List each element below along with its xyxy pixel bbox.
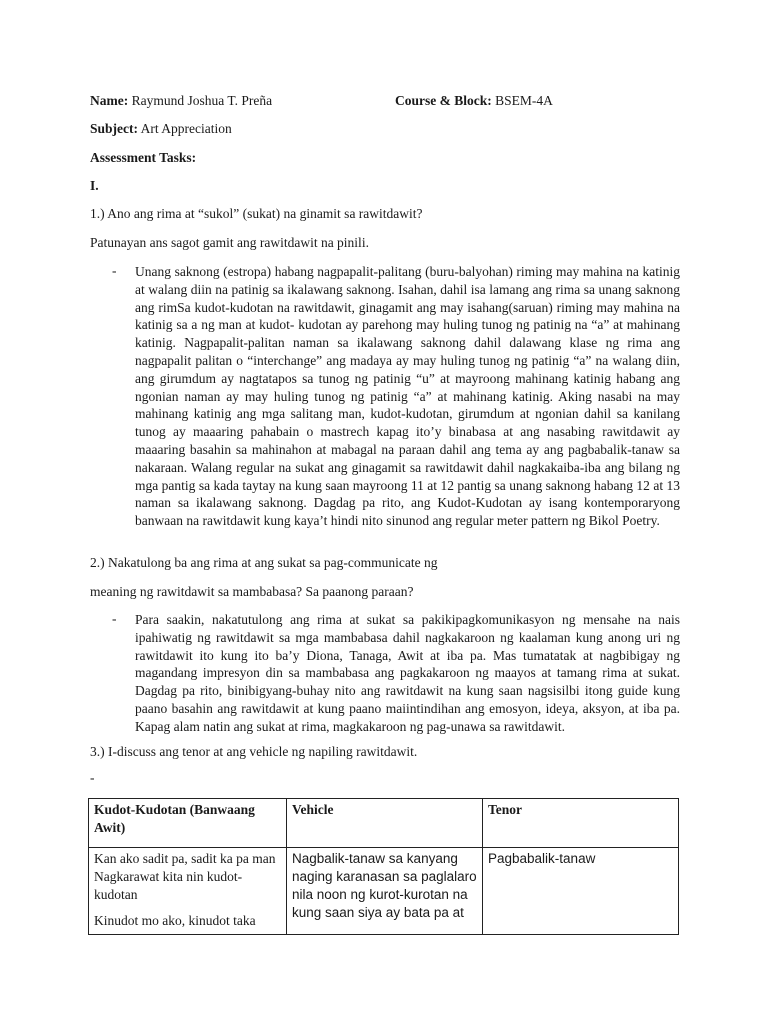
table-cell-tenor: Pagbabalik-tanaw [483,848,679,935]
answer-1-text: Unang saknong (estropa) habang nagpapalit-palitang (buru-balyohan) riming may mahina na katinig at walang diin na patinig sa ikalawang saknong. Isahan, dahil isa lamang ang rima sa unang saknong ang rimSa kudot-kudotan na rawitdawit, ginagamit ang may isahang(saruan) riming may mahina na katinig sa a ng man at kudot- kudotan ay parehong may huling tunog ng patinig na “a” at mahinang katinig. Nagpapalit-palitan naman sa ikalawang saknong dahil dalawang klase ng rima ang nagpapalit palitan o “interchange” ang madaya ay may huling tunog ng patinig “a” na walang diin, ang girumdum ay nagtatapos sa tunog ng patinig “u” at mayroong mahinang katinig habang ang ngonian naman ay may huling tunog ng patinig “a” at mahinang katinig. Aking nasabi na may mahinang katinig ang mga salitang man, kudot-kudotan, girumdum at ngonian dahil sa kanilang tunog ay maaaring pahabain o mastrech kapag ito’y binabasa at ang nasabing rawitdawit ay maaaring basahin sa mahinahon at mabagal na paraan dahil ang tema ay ang pagbabalik-tanaw sa nakaraan. Walang regular na sukat ang ginagamit sa rawitdawit dahil nagkakaiba-iba ang bilang ng mga pantig sa kada taytay na kung saan mayroong 11 at 12 pantig sa unang saknong habang 12 at 13 naman sa ikalawang saknong. Dagdag pa rito, ang Kudot-Kudotan ay isang kontemporaryong banwaan na rawitdawit kung kaya’t hindi nito sinunod ang regular meter pattern ng Bikol Poetry. [135,264,680,529]
table-header-vehicle: Vehicle [287,799,483,848]
table-header-tenor: Tenor [483,799,679,848]
table-header-row [89,799,679,848]
question-3-dash: - [90,770,95,785]
name-course-row [90,92,690,110]
subject-label: Subject: [90,121,138,136]
name-value: Raymund Joshua T. Preña [128,93,273,108]
bullet-dash: - [112,611,117,626]
course-block [395,92,553,110]
question-1-instruction: Patunayan ans sagot gamit ang rawitdawit na pinili. [90,235,369,250]
question-1: 1.) Ano ang rima at “sukol” (sukat) na ginamit sa rawitdawit? [90,206,423,221]
poem-lines-1: Kan ako sadit pa, sadit ka pa man Nagkarawat kita nin kudot-kudotan [94,851,276,902]
bullet-dash: - [112,263,117,278]
answer-1-block [90,263,680,548]
course-label: Course & Block: [395,93,492,108]
poem-lines-2: Kinudot mo ako, kinudot taka [94,913,256,928]
tenor-vehicle-table [88,798,679,935]
table-header-poem: Kudot-Kudotan (Banwaang Awit) [89,799,287,848]
question-2-line-1: 2.) Nakatulong ba ang rima at ang sukat sa pag-communicate ng [90,555,438,570]
answer-2-block [90,611,680,737]
table-row [89,848,679,935]
answer-2-text: Para saakin, nakatutulong ang rima at sukat sa pakikipagkomunikasyon ng mensahe na nais ipahiwatig ng rawitdawit sa mga mambabasa dahil nagkakaroon ng kaalaman kung anong uri ng rawitdawit ito kung ito ba’y Diona, Tanaga, Awit at iba pa. Mas tumatatak at nagbibigay ng magandang impresyon din sa mambabasa ang pagkakaroon ng maayos at tamang rima at sukat. Dagdag pa rito, binibigyang-buhay nito ang rawitdawit na kung saan nagsisilbi itong guide kung paano basahin ang rawitdawit at kung paano maiintindihan ang emosyon, ideya, aksyon, at iba pa. Kapag alam natin ang sukat at rima, magkakaroon ng pag-unawa sa rawitdawit. [135,612,680,734]
table-cell-vehicle: Nagbalik-tanaw sa kanyang naging karanasan sa paglalaro nila noon ng kurot-kurotan na kung saan siya ay bata pa at [287,848,483,935]
table-cell-poem [89,848,287,935]
name-label: Name: [90,93,129,108]
course-value: BSEM-4A [491,93,553,108]
assessment-tasks-heading: Assessment Tasks: [90,150,197,165]
question-2-line-2: meaning ng rawitdawit sa mambabasa? Sa paanong paraan? [90,584,414,599]
subject-row [90,120,232,138]
question-3: 3.) I-discuss ang tenor at ang vehicle ng napiling rawitdawit. [90,744,418,759]
section-number: I. [90,178,99,193]
subject-value: Art Appreciation [138,121,232,136]
